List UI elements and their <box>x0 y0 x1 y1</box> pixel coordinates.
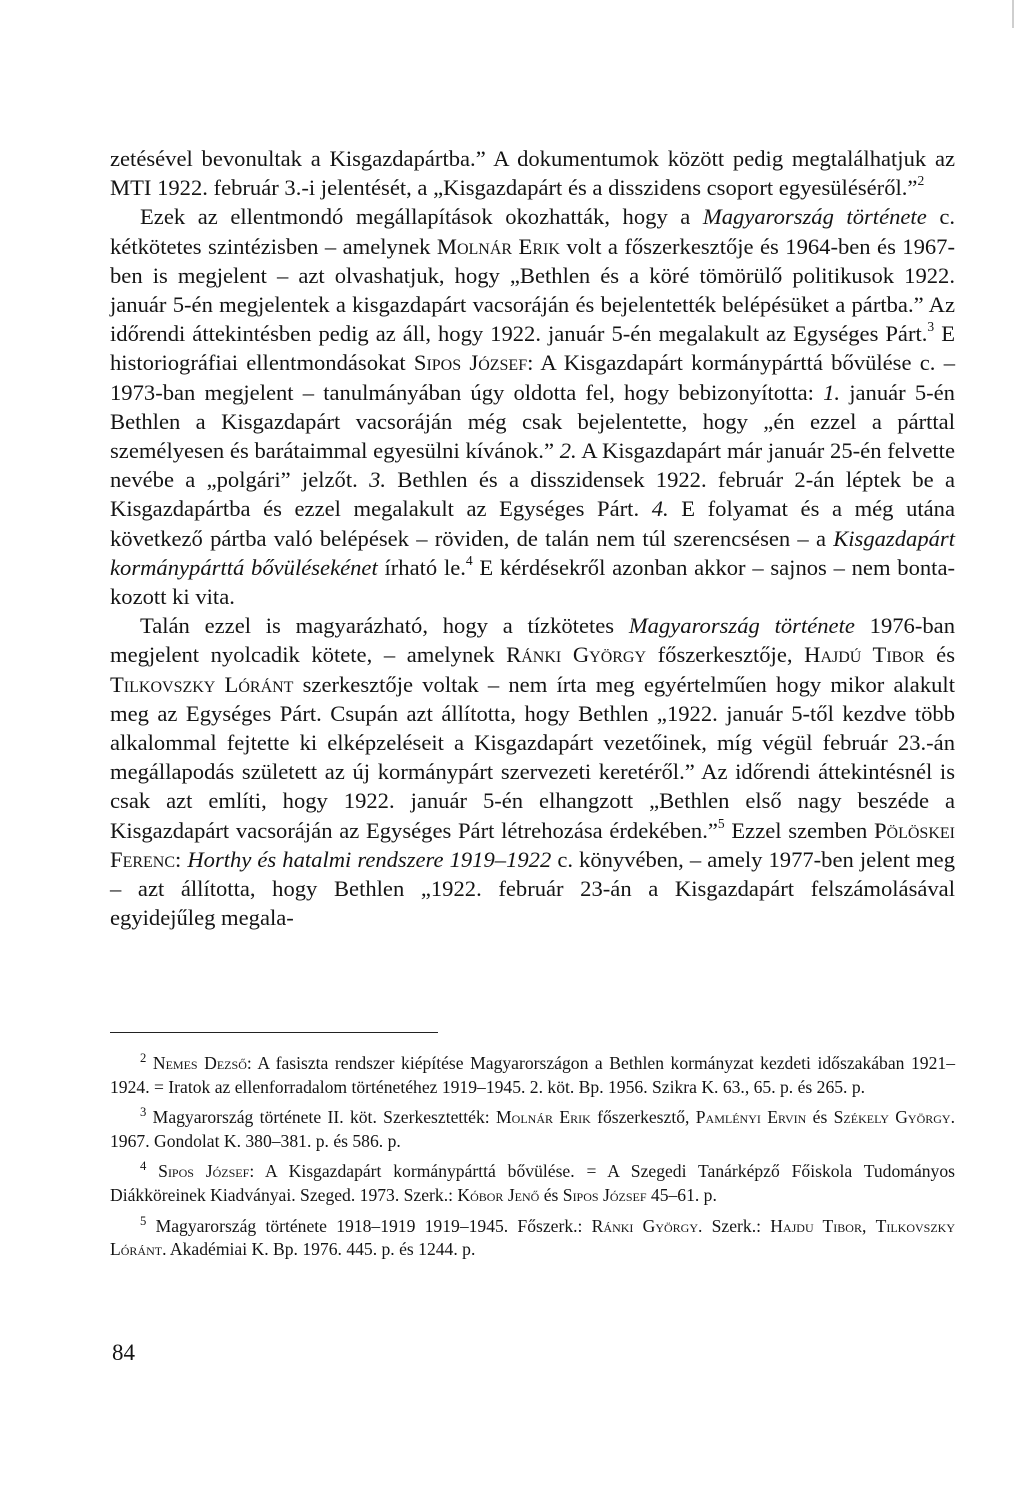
main-text <box>110 144 955 932</box>
book-title: Magyarország története <box>702 204 927 230</box>
text-span: Talán ezzel is magyarázható, hogy a tízkötetes <box>140 613 629 639</box>
enumeration-marker: 3. <box>369 467 387 493</box>
page-number: 84 <box>112 1340 135 1365</box>
text-span: : <box>175 846 188 872</box>
text-span: és <box>539 1184 563 1205</box>
emphasized-phrase: Kisgazdapárt kormánypárttá bővülésekénet <box>110 525 955 580</box>
author-name: Molnár Erik <box>496 1107 591 1128</box>
text-span: Magyarország története 1918–1919 1919–1945. Főszerk.: <box>155 1215 592 1236</box>
text-span: c. kétkötetes szintézisben – amelynek <box>110 204 955 259</box>
author-name: Sipos József <box>413 350 528 376</box>
text-span: Magyarország története II. köt. Szerkesztették: <box>152 1107 497 1128</box>
text-span: szerkesztője voltak – nem írta meg egyértelműen hogy mikor alakult meg az Egységes Párt. Csupán azt állította, hogy Bethlen „1922. január 5-től kezdve több alkalommal fejtette ki elképzeléseit a Kisgazdapárt vezetőinek, míg végül február 23.-án megállapodás született az új kormánypárt szervezeti keretéről.” Az időrendi áttekintésnél is csak azt említi, hogy 1922. január 5-én elhangzott „Bethlen első nagy beszéde a Kisgazdapárt vacsoráján az Egységes Párt létrehozása érdekében.” <box>110 671 955 843</box>
footnote-number: 3 <box>140 1105 147 1120</box>
text-span: 45–61. p. <box>646 1184 717 1205</box>
footnote-ref-4: 4 <box>465 552 473 568</box>
scan-edge-mark <box>1012 0 1014 28</box>
footnote-number: 5 <box>140 1213 147 1228</box>
author-name: Sipos József <box>562 1184 647 1205</box>
footnote-number: 2 <box>140 1051 147 1066</box>
author-name: Pölöskei Ferenc <box>110 817 955 872</box>
text-span: és <box>806 1107 834 1128</box>
paragraph-1 <box>110 144 955 202</box>
text-span: , <box>861 1215 876 1236</box>
text-span: . Szerk.: <box>698 1215 771 1236</box>
author-name: Sipos József <box>158 1161 250 1182</box>
text-span: . 1967. Gondolat K. 380–381. p. és 586. p. <box>110 1107 955 1151</box>
enumeration-marker: 1. <box>823 379 841 405</box>
text-span: E historiográfiai ellentmondásokat <box>110 321 956 376</box>
text-span: : A fasiszta rendszer kiépítése Magyarországon a Bethlen kormányzat kezdeti időszakában 1921–1924. = Iratok az ellenforradalom történetéhez 1919–1945. 2. köt. Bp. 1956. Szikra K. 63., 65. p. és 265. p. <box>110 1053 955 1097</box>
footnote-number: 4 <box>140 1159 147 1174</box>
text-span: főszerkesztő, <box>590 1107 696 1128</box>
text-span: : A Kisgazdapárt kormánypárttá bővülése. = A Szegedi Tanárképző Főiskola Tudományos Diákköreinek Kiadványai. Szeged. 1973. Szerk.: <box>110 1161 955 1205</box>
footnote-4 <box>110 1160 955 1207</box>
text-span: Ezzel szemben <box>724 817 874 843</box>
text-span: c. könyvében, – amely 1977-ben jelent meg – azt állította, hogy Bethlen „1922. február 23-án a Kisgazdapárt felszámolásával egyidejűleg megala- <box>110 846 955 931</box>
author-name: Székely György <box>833 1107 951 1128</box>
author-name: Ránki György <box>506 642 647 668</box>
text-span: írható le. <box>377 554 466 580</box>
paragraph-1-text: zetésével bevonultak a Kisgazdapártba.” A dokumentumok között pedig megtalálhatjuk az MTI 1922. február 3.-i jelentését, a „Kisgazdapárt és a disszidens csoport egyesüléséről.” <box>110 146 955 201</box>
paragraph-2 <box>110 202 955 611</box>
text-span: : A Kisgazdapárt kormánypárttá bővülése c. – 1973-ban megjelent – tanulmányában úgy oldotta fel, hogy bebizonyította: <box>110 350 955 405</box>
text-span: és <box>924 642 955 668</box>
paragraph-3 <box>110 611 955 932</box>
text-span: E folyamat és a még utána következő pártba való belépések – röviden, de talán nem túl szerencsésen – a <box>110 496 955 551</box>
author-name: Kóbor Jenő <box>457 1184 540 1205</box>
text-span: A Kisgazdapárt már január 25-én felvette nevébe a „polgári” jelzőt. <box>110 438 955 493</box>
footnote-separator <box>110 1032 438 1033</box>
enumeration-marker: 2. <box>559 438 577 464</box>
book-title: Horthy és hatalmi rendszere 1919–1922 <box>187 846 552 872</box>
text-span: 1976-ban megjelent nyolcadik kötete, – amelynek <box>110 613 955 668</box>
footnote-ref-5: 5 <box>717 815 725 831</box>
text-span: E kérdésekről azonban akkor – sajnos – nem bontakozott ki vita. <box>110 554 956 610</box>
text-span: . Akadémiai K. Bp. 1976. 445. p. és 1244. p. <box>162 1239 476 1260</box>
footnote-5 <box>110 1215 955 1262</box>
text-span: volt a főszerkesztője és 1964-ben és 1967-ben is megjelent – azt olvashatjuk, hogy „Bethlen és a köré tömörülő politikusok 1922. január 5-én megjelentek a kisgazdapárt vacsoráján és bejelentették belépésüket a pártba.” Az időrendi áttekintésben pedig az áll, hogy 1922. január 5-én megalakult az Egységes Párt. <box>110 233 956 347</box>
author-name: Nemes Dezső <box>152 1053 247 1073</box>
footnote-ref-3: 3 <box>927 319 935 335</box>
author-name: Molnár Erik <box>436 233 560 259</box>
author-name: Tilkovszky Lóránt <box>110 1215 956 1260</box>
footnote-3 <box>110 1106 955 1153</box>
author-name: Ránki György <box>591 1215 699 1236</box>
author-name: Pamlényi Ervin <box>695 1107 807 1128</box>
enumeration-marker: 4. <box>651 496 669 522</box>
footnotes <box>110 1052 955 1262</box>
text-span: főszerkesztője, <box>646 642 805 668</box>
author-name: Hajdú Tibor <box>804 642 925 668</box>
author-name: Tilkovszky Lóránt <box>110 671 294 697</box>
text-span: Ezek az ellentmondó megállapítások okozhatták, hogy a <box>140 204 703 230</box>
book-title: Magyarország története <box>628 613 855 639</box>
text-span: Bethlen és a disszidensek 1922. február 2-án léptek be a Kisgazdapártba és ezzel megalakult az Egységes Párt. <box>110 467 956 522</box>
footnote-2 <box>110 1052 955 1099</box>
footnote-ref-2: 2 <box>917 173 925 189</box>
text-span: január 5-én Bethlen a Kisgazdapárt vacsoráján még csak bejelentette, hogy „én ezzel a párttal személyesen és barátaimmal egyesülni kívánok.” <box>110 379 955 464</box>
author-name: Hajdu Tibor <box>770 1215 862 1236</box>
